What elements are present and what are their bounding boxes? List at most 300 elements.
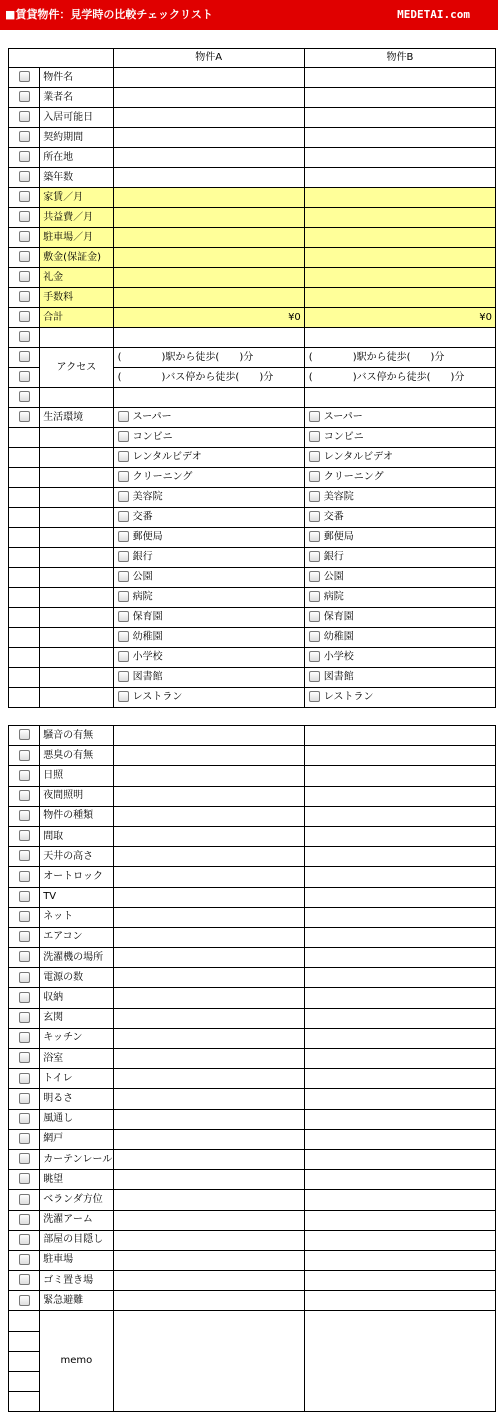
value-a-input[interactable] [113,927,304,947]
value-a-input[interactable] [113,1170,304,1190]
blank-cell [9,1311,40,1331]
value-b-input[interactable] [304,88,495,108]
checkbox-cell [9,1109,40,1129]
row-label: 部屋の目隠し [40,1230,113,1250]
value-b-input[interactable] [304,1109,495,1129]
value-b-input[interactable] [304,988,495,1008]
option-label: 幼稚園 [132,631,163,643]
blank-cell [9,628,40,648]
value-a-input[interactable] [113,1109,304,1129]
check-row [9,786,496,806]
checkbox[interactable] [19,992,30,1003]
checkbox[interactable] [309,651,320,662]
checkbox[interactable] [309,691,320,702]
checkbox[interactable] [19,331,30,342]
value-a-input[interactable] [113,1230,304,1250]
value-b-input[interactable] [304,1089,495,1109]
table-row [9,208,496,228]
access-input-a[interactable]: ( )バス停から徒歩( )分 [113,368,304,388]
value-a-input[interactable] [113,847,304,867]
checkbox-cell [9,1129,40,1149]
environment-option-b[interactable] [304,488,495,508]
checkbox[interactable] [19,850,30,861]
value-a-input[interactable] [113,328,304,348]
value-b-input[interactable] [304,726,495,746]
value-a-input[interactable] [113,887,304,907]
environment-option-b[interactable] [304,548,495,568]
blank-cell [40,548,113,568]
checkbox[interactable] [19,1234,30,1245]
checkbox-cell [9,1008,40,1028]
blank-cell [9,528,40,548]
access-input-a[interactable]: ( )駅から徒歩( )分 [113,348,304,368]
checkbox[interactable] [19,411,30,422]
row-label: 物件の種類 [40,806,113,826]
value-a-input[interactable] [113,726,304,746]
checkbox[interactable] [19,810,30,821]
row-label: 風通し [40,1109,113,1129]
check-row [9,726,496,746]
checkbox[interactable] [19,790,30,801]
access-label: アクセス [40,348,113,388]
value-a-input[interactable] [113,1291,304,1311]
checkbox[interactable] [19,191,30,202]
check-row [9,1109,496,1129]
checkbox[interactable] [309,571,320,582]
checkbox-cell [9,1271,40,1291]
value-b-input[interactable] [304,328,495,348]
checkbox[interactable] [19,1012,30,1023]
value-b-input[interactable] [304,1250,495,1270]
value-a-input[interactable] [113,88,304,108]
checkbox-cell [9,1170,40,1190]
value-a-input[interactable] [113,68,304,88]
environment-option-a[interactable] [113,408,304,428]
blank-row [9,328,496,348]
row-label: カーテンレール [40,1149,113,1169]
blank-cell [9,488,40,508]
checkbox[interactable] [118,671,129,682]
row-label: 間取 [40,826,113,846]
value-a-input[interactable] [113,786,304,806]
checkbox[interactable] [19,891,30,902]
checkbox[interactable] [19,251,30,262]
checkbox[interactable] [309,431,320,442]
checkbox-cell [9,968,40,988]
value-a-input[interactable] [113,867,304,887]
row-label: 眺望 [40,1170,113,1190]
checkbox[interactable] [118,471,129,482]
table-row [9,148,496,168]
checkbox[interactable] [309,631,320,642]
option-label: レンタルビデオ [132,451,202,463]
environment-option-b[interactable] [304,568,495,588]
checkbox[interactable] [19,231,30,242]
environment-row [9,548,496,568]
memo-input-a[interactable] [113,1311,304,1412]
value-b-input[interactable] [304,168,495,188]
check-row [9,766,496,786]
checkbox[interactable] [309,591,320,602]
checkbox[interactable] [309,511,320,522]
environment-row [9,488,496,508]
memo-row [9,1311,496,1331]
value-b-input[interactable] [304,1069,495,1089]
checkbox[interactable] [19,1274,30,1285]
value-b-input[interactable] [304,248,495,268]
access-input-b[interactable]: ( )バス停から徒歩( )分 [304,368,495,388]
environment-option-a[interactable] [113,508,304,528]
checkbox[interactable] [118,411,129,422]
checkbox[interactable] [19,1153,30,1164]
value-a-input[interactable] [113,1069,304,1089]
value-b-input[interactable] [304,1170,495,1190]
value-a-input[interactable] [113,1028,304,1048]
option-label: 公園 [132,571,153,583]
value-a-input[interactable] [113,968,304,988]
environment-option-a[interactable] [113,668,304,688]
environment-option-a[interactable] [113,548,304,568]
value-b-input[interactable] [304,826,495,846]
option-label: 病院 [132,591,153,603]
value-a-input[interactable] [113,1129,304,1149]
checkbox[interactable] [19,291,30,302]
value-b-input[interactable] [304,228,495,248]
blank-cell [9,1351,40,1371]
site-name: MEDETAI.com [397,8,470,21]
environment-option-a[interactable] [113,488,304,508]
row-label: TV [40,887,113,907]
value-a-input[interactable] [113,826,304,846]
check-row [9,1049,496,1069]
checkbox[interactable] [19,972,30,983]
value-b-input[interactable] [304,1210,495,1230]
memo-label: memo [40,1311,113,1412]
environment-row [9,468,496,488]
environment-option-b[interactable] [304,688,495,708]
value-a-input[interactable] [113,208,304,228]
value-b-input[interactable] [304,1190,495,1210]
checkbox[interactable] [309,531,320,542]
checkbox[interactable] [118,431,129,442]
value-b-input[interactable] [304,948,495,968]
option-label: コンビニ [323,431,364,443]
value-a-input[interactable] [113,907,304,927]
value-a-input[interactable] [113,1089,304,1109]
checkbox-cell [9,1210,40,1230]
value-a-input[interactable] [113,148,304,168]
checkbox[interactable] [19,729,30,740]
value-a-input[interactable] [113,268,304,288]
environment-option-b[interactable] [304,448,495,468]
checkbox[interactable] [118,591,129,602]
checkbox-cell [9,867,40,887]
environment-option-b[interactable] [304,648,495,668]
table-row [9,288,496,308]
checkbox-cell [9,1049,40,1069]
value-a-input[interactable] [113,248,304,268]
total-row [9,308,496,328]
value-a-input[interactable] [113,108,304,128]
value-b-input[interactable] [304,288,495,308]
environment-option-a[interactable] [113,688,304,708]
checkbox[interactable] [118,571,129,582]
environment-option-a[interactable] [113,568,304,588]
row-label: 天井の高さ [40,847,113,867]
blank-cell [9,568,40,588]
access-input-b[interactable]: ( )駅から徒歩( )分 [304,348,495,368]
row-label: 悪臭の有無 [40,746,113,766]
checkbox-cell [9,128,40,148]
environment-option-a[interactable] [113,448,304,468]
row-label: 駐車場 [40,1250,113,1270]
checkbox-cell [9,308,40,328]
environment-option-b[interactable] [304,588,495,608]
value-b-input[interactable] [304,927,495,947]
value-b-input[interactable] [304,128,495,148]
environment-option-b[interactable] [304,468,495,488]
value-b-input[interactable] [304,388,495,408]
checkbox[interactable] [19,351,30,362]
environment-option-a[interactable] [113,588,304,608]
check-row [9,847,496,867]
checkbox-cell [9,368,40,388]
checkbox[interactable] [118,491,129,502]
checkbox[interactable] [19,770,30,781]
environment-option-a[interactable] [113,428,304,448]
blank-cell [40,428,113,448]
checkbox[interactable] [19,1295,30,1306]
checkbox[interactable] [19,1194,30,1205]
value-b-input[interactable] [304,806,495,826]
option-label: クリーニング [323,471,384,483]
environment-option-b[interactable] [304,668,495,688]
environment-row [9,628,496,648]
checkbox[interactable] [19,750,30,761]
option-label: 銀行 [132,551,153,563]
row-label [40,328,113,348]
checkbox[interactable] [19,71,30,82]
value-a-input[interactable] [113,746,304,766]
row-label [40,388,113,408]
checkbox[interactable] [19,830,30,841]
value-b-input[interactable] [304,108,495,128]
checkbox[interactable] [19,1254,30,1265]
checkbox[interactable] [118,511,129,522]
environment-option-b[interactable] [304,528,495,548]
checkbox[interactable] [19,1214,30,1225]
value-a-input[interactable] [113,388,304,408]
checkbox[interactable] [118,531,129,542]
value-a-input[interactable]: ¥0 [113,308,304,328]
row-label: 契約期間 [40,128,113,148]
checkbox[interactable] [19,111,30,122]
checkbox[interactable] [19,271,30,282]
value-b-input[interactable] [304,1008,495,1028]
checkbox[interactable] [309,491,320,502]
value-b-input[interactable] [304,1049,495,1069]
checkbox[interactable] [19,91,30,102]
blank-row [9,388,496,408]
environment-label: 生活環境 [40,408,113,428]
checkbox[interactable] [309,551,320,562]
check-row [9,826,496,846]
option-label: スーパー [323,411,363,423]
environment-option-a[interactable] [113,528,304,548]
option-label: 図書館 [323,671,354,683]
checkbox[interactable] [309,411,320,422]
checkbox[interactable] [19,211,30,222]
checkbox-cell [9,408,40,428]
row-label: 物件名 [40,68,113,88]
blank-cell [40,608,113,628]
row-label: 合計 [40,308,113,328]
value-b-input[interactable] [304,148,495,168]
checkbox[interactable] [19,371,30,382]
value-a-input[interactable] [113,988,304,1008]
checkbox[interactable] [309,471,320,482]
value-a-input[interactable] [113,1190,304,1210]
value-b-input[interactable] [304,746,495,766]
checkbox[interactable] [19,1133,30,1144]
check-row [9,1190,496,1210]
checkbox[interactable] [118,611,129,622]
checkbox[interactable] [19,1052,30,1063]
value-b-input[interactable] [304,786,495,806]
checkbox[interactable] [118,451,129,462]
access-row [9,348,496,368]
value-a-input[interactable] [113,766,304,786]
checkbox[interactable] [19,951,30,962]
checkbox[interactable] [19,871,30,882]
value-a-input[interactable] [113,1049,304,1069]
row-label: 網戸 [40,1129,113,1149]
value-b-input[interactable] [304,907,495,927]
environment-option-b[interactable] [304,508,495,528]
environment-option-b[interactable] [304,628,495,648]
header-blank [9,49,114,68]
environment-option-b[interactable] [304,408,495,428]
row-label: 所在地 [40,148,113,168]
value-b-input[interactable] [304,887,495,907]
checkbox[interactable] [19,311,30,322]
value-b-input[interactable] [304,1129,495,1149]
value-a-input[interactable] [113,1271,304,1291]
value-a-input[interactable] [113,806,304,826]
value-a-input[interactable] [113,1210,304,1230]
value-b-input[interactable] [304,1291,495,1311]
row-label: トイレ [40,1069,113,1089]
checkbox[interactable] [309,451,320,462]
table-row [9,128,496,148]
checkbox[interactable] [19,151,30,162]
row-label: 礼金 [40,268,113,288]
value-b-input[interactable] [304,867,495,887]
environment-option-b[interactable] [304,428,495,448]
checkbox-cell [9,1291,40,1311]
checkbox[interactable] [19,1173,30,1184]
row-label: 夜間照明 [40,786,113,806]
environment-row [9,428,496,448]
value-a-input[interactable] [113,128,304,148]
checkbox-cell [9,826,40,846]
blank-cell [9,648,40,668]
value-b-input[interactable] [304,847,495,867]
value-a-input[interactable] [113,288,304,308]
row-label: 手数料 [40,288,113,308]
checkbox[interactable] [19,131,30,142]
checkbox[interactable] [19,1113,30,1124]
checkbox[interactable] [118,691,129,702]
value-a-input[interactable] [113,168,304,188]
checkbox[interactable] [19,171,30,182]
check-row [9,1210,496,1230]
option-label: レンタルビデオ [323,451,393,463]
environment-option-a[interactable] [113,628,304,648]
row-label: 玄関 [40,1008,113,1028]
check-row [9,1089,496,1109]
option-label: レストラン [132,691,183,703]
checkbox[interactable] [19,911,30,922]
checkbox[interactable] [118,631,129,642]
option-label: 図書館 [132,671,163,683]
checkbox-cell [9,1250,40,1270]
checkbox[interactable] [19,1073,30,1084]
checkbox[interactable] [309,611,320,622]
checkbox[interactable] [309,671,320,682]
value-b-input[interactable] [304,208,495,228]
check-row [9,1271,496,1291]
blank-cell [9,1392,40,1412]
option-label: 美容院 [132,491,163,503]
checkbox-cell [9,1069,40,1089]
value-b-input[interactable] [304,68,495,88]
checkbox[interactable] [19,1093,30,1104]
value-b-input[interactable] [304,1028,495,1048]
value-a-input[interactable] [113,948,304,968]
memo-input-b[interactable] [304,1311,495,1412]
environment-row [9,588,496,608]
check-row [9,1149,496,1169]
value-b-input[interactable] [304,1230,495,1250]
value-a-input[interactable] [113,228,304,248]
environment-option-a[interactable] [113,648,304,668]
value-b-input[interactable] [304,268,495,288]
environment-option-b[interactable] [304,608,495,628]
checkbox[interactable] [19,391,30,402]
environment-option-a[interactable] [113,608,304,628]
checkbox[interactable] [19,931,30,942]
checkbox[interactable] [118,551,129,562]
value-a-input[interactable] [113,188,304,208]
blank-cell [9,588,40,608]
value-b-input[interactable] [304,188,495,208]
environment-option-a[interactable] [113,468,304,488]
check-row [9,1170,496,1190]
value-a-input[interactable] [113,1149,304,1169]
value-a-input[interactable] [113,1008,304,1028]
value-b-input[interactable] [304,968,495,988]
checkbox-cell [9,927,40,947]
checkbox[interactable] [19,1032,30,1043]
value-b-input[interactable] [304,1149,495,1169]
checkbox[interactable] [118,651,129,662]
value-b-input[interactable] [304,1271,495,1291]
value-b-input[interactable]: ¥0 [304,308,495,328]
value-b-input[interactable] [304,766,495,786]
environment-row [9,408,496,428]
value-a-input[interactable] [113,1250,304,1270]
